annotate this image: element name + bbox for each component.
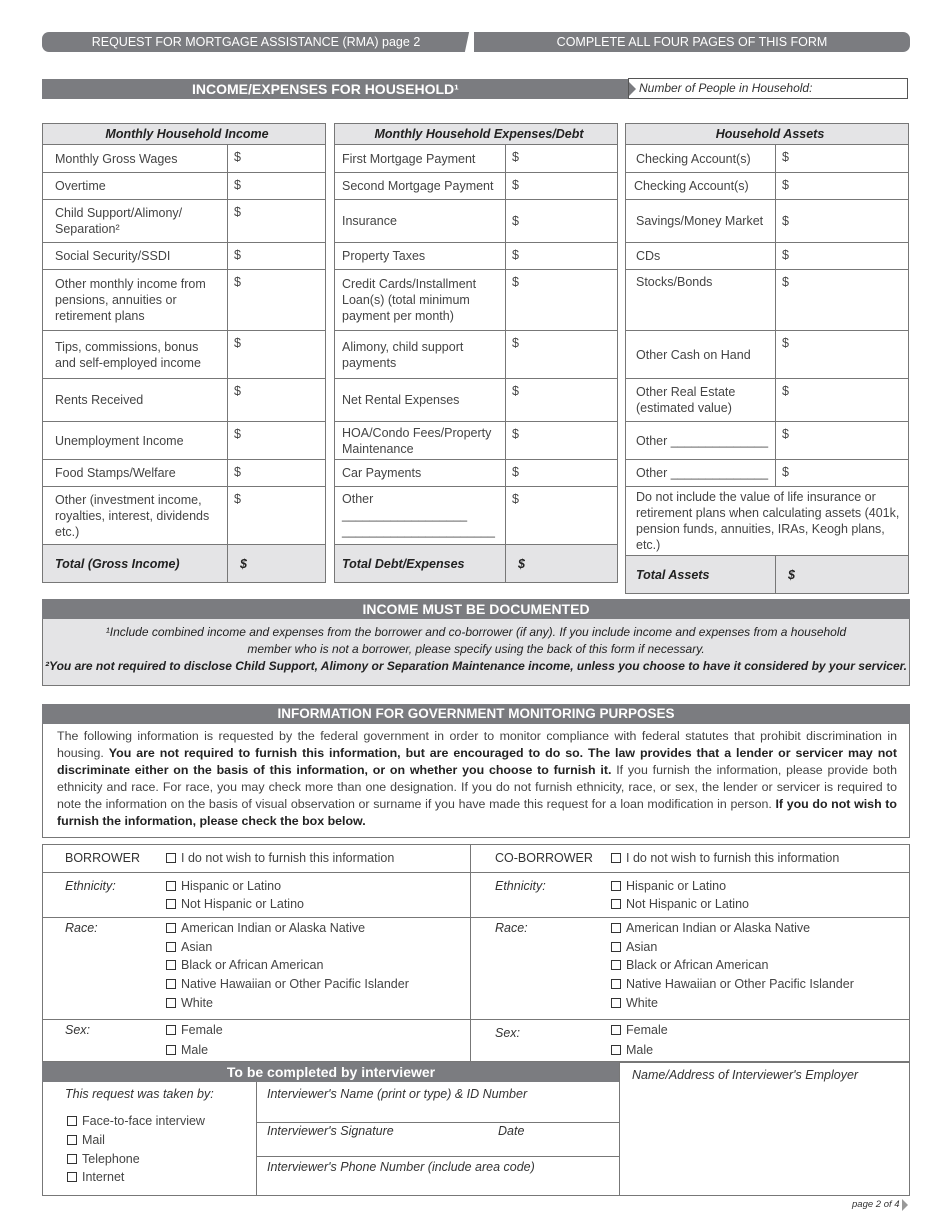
option-label: Female: [626, 1023, 668, 1037]
expense-amount[interactable]: $: [506, 145, 618, 173]
checkbox-icon[interactable]: [166, 881, 176, 891]
page-number: page 2 of 4: [852, 1199, 900, 1210]
option-label: Face-to-face interview: [82, 1114, 205, 1128]
option-label: Hispanic or Latino: [626, 879, 727, 893]
checkbox-icon[interactable]: [611, 979, 621, 989]
asset-amount[interactable]: $: [776, 200, 909, 243]
co-borrower-label: CO-BORROWER: [495, 851, 593, 865]
asset-label: Checking Account(s): [626, 145, 776, 173]
asset-label: Other Real Estate (estimated value): [626, 379, 776, 422]
option-label: Black or African American: [626, 958, 769, 972]
option-label: Not Hispanic or Latino: [181, 897, 304, 911]
income-amount[interactable]: $: [228, 173, 326, 200]
interview-date-field[interactable]: Date: [498, 1124, 525, 1138]
checkbox-icon[interactable]: [611, 899, 621, 909]
co-borrower-sex-option[interactable]: [611, 1023, 668, 1037]
income-documented-title: INCOME MUST BE DOCUMENTED: [42, 599, 910, 619]
income-header: Monthly Household Income: [43, 124, 326, 145]
option-label: American Indian or Alaska Native: [181, 921, 366, 935]
option-label: Asian: [181, 940, 213, 954]
expense-amount[interactable]: $: [506, 243, 618, 270]
co-borrower-race-option[interactable]: [611, 977, 854, 991]
interviewer-phone-field[interactable]: Interviewer's Phone Number (include area code): [267, 1160, 535, 1174]
co-borrower-decline-option[interactable]: [611, 851, 839, 865]
income-total-amount[interactable]: $: [228, 545, 326, 583]
section-title: INCOME/EXPENSES FOR HOUSEHOLD¹: [42, 79, 628, 99]
co-borrower-race-option[interactable]: [611, 921, 810, 935]
household-size-field[interactable]: Number of People in Household:: [628, 78, 908, 99]
co-borrower-ethnicity-option[interactable]: [611, 897, 749, 911]
row-divider: [256, 1156, 620, 1157]
race-label: Race:: [65, 921, 98, 935]
employer-box[interactable]: [619, 1062, 910, 1196]
borrower-label: BORROWER: [65, 851, 140, 865]
interviewer-title: To be completed by interviewer: [42, 1062, 620, 1082]
gov-monitoring-title: INFORMATION FOR GOVERNMENT MONITORING PURPOSES: [42, 704, 910, 724]
checkbox-icon[interactable]: [67, 1172, 77, 1182]
checkbox-icon[interactable]: [611, 942, 621, 952]
employer-label: Name/Address of Interviewer's Employer: [632, 1068, 859, 1082]
income-label: Child Support/Alimony/ Separation²: [43, 200, 228, 243]
borrower-sex-option[interactable]: [166, 1043, 208, 1057]
borrower-race-option[interactable]: [166, 996, 213, 1010]
interviewer-section: [42, 1082, 620, 1196]
expense-label: Insurance: [335, 200, 506, 243]
asset-label: Other Cash on Hand: [626, 331, 776, 379]
co-borrower-race-option[interactable]: [611, 940, 657, 954]
checkbox-icon[interactable]: [67, 1135, 77, 1145]
borrower-race-option[interactable]: [166, 921, 365, 935]
option-label: White: [181, 996, 213, 1010]
interviewer-signature-field[interactable]: Interviewer's Signature: [267, 1124, 394, 1138]
expense-amount[interactable]: $: [506, 173, 618, 200]
expense-label: Car Payments: [335, 460, 506, 487]
co-borrower-race-option[interactable]: [611, 996, 658, 1010]
borrower-race-option[interactable]: [166, 977, 409, 991]
footnote-2: ²You are not required to disclose Child Support, Alimony or Separation Maintenance income, unless you choose to have it considered by your servicer.: [45, 659, 907, 673]
expense-label: Property Taxes: [335, 243, 506, 270]
checkbox-icon[interactable]: [166, 942, 176, 952]
income-amount[interactable]: $: [228, 379, 326, 422]
ethnicity-label: Ethnicity:: [495, 879, 546, 893]
expenses-total-label: Total Debt/Expenses: [335, 545, 506, 583]
expense-label: Alimony, child support payments: [335, 331, 506, 379]
borrower-race-option[interactable]: [166, 958, 323, 972]
option-label: Native Hawaiian or Other Pacific Islander: [181, 977, 409, 991]
income-amount[interactable]: $: [228, 145, 326, 173]
option-label: Internet: [82, 1170, 125, 1184]
option-label: Telephone: [82, 1152, 140, 1166]
income-total-label: Total (Gross Income): [43, 545, 228, 583]
checkbox-icon[interactable]: [166, 1045, 176, 1055]
gov-text-3: If you furnish the information, please provide both ethnicity and race. For race, you may check more than one designation. If you do not furnish ethnicity, race, or sex, the lender or servicer is required to note the information on the basis of visual observation or surname if you have made this request for a loan modification in person.: [57, 763, 897, 811]
assets-table: [625, 123, 909, 594]
expense-label: First Mortgage Payment: [335, 145, 506, 173]
option-label: White: [626, 996, 658, 1010]
column-divider: [470, 845, 471, 1063]
checkbox-icon[interactable]: [166, 923, 176, 933]
borrower-sex-option[interactable]: [166, 1023, 223, 1037]
checkbox-icon[interactable]: [166, 899, 176, 909]
asset-label: Savings/Money Market: [626, 200, 776, 243]
income-label: Unemployment Income: [43, 422, 228, 460]
checkbox-icon[interactable]: [166, 979, 176, 989]
form-instruction: COMPLETE ALL FOUR PAGES OF THIS FORM: [474, 32, 910, 52]
expense-amount[interactable]: $: [506, 200, 618, 243]
asset-amount[interactable]: $: [776, 270, 909, 331]
assets-header: Household Assets: [626, 124, 909, 145]
row-divider: [43, 872, 909, 873]
asset-label[interactable]: Other ______________: [626, 460, 776, 487]
income-amount[interactable]: $: [228, 331, 326, 379]
method-option[interactable]: [67, 1170, 124, 1184]
expense-label: Second Mortgage Payment: [335, 173, 506, 200]
income-label: Monthly Gross Wages: [43, 145, 228, 173]
option-label: I do not wish to furnish this information: [626, 851, 840, 865]
asset-amount[interactable]: $: [776, 173, 909, 200]
income-label: Rents Received: [43, 379, 228, 422]
monitoring-grid: [42, 844, 910, 1062]
co-borrower-race-option[interactable]: [611, 958, 768, 972]
borrower-race-option[interactable]: [166, 940, 212, 954]
asset-label[interactable]: Other ______________: [626, 422, 776, 460]
income-label: Other monthly income from pensions, annuities or retirement plans: [43, 270, 228, 331]
expense-amount[interactable]: $: [506, 331, 618, 379]
income-amount[interactable]: $: [228, 243, 326, 270]
income-label: Other (investment income, royalties, interest, dividends etc.): [43, 487, 228, 545]
checkbox-icon[interactable]: [611, 881, 621, 891]
asset-label: CDs: [626, 243, 776, 270]
expenses-header: Monthly Household Expenses/Debt: [335, 124, 618, 145]
checkbox-icon[interactable]: [611, 1025, 621, 1035]
sex-label: Sex:: [495, 1026, 521, 1040]
option-label: Not Hispanic or Latino: [626, 897, 749, 911]
option-label: Asian: [626, 940, 658, 954]
income-amount[interactable]: $: [228, 460, 326, 487]
expense-amount[interactable]: $: [506, 460, 618, 487]
method-option[interactable]: [67, 1133, 105, 1147]
gov-text-2: You are not required to furnish this information, but are encouraged to do so. The law provides that a lender or servicer may not discriminate either on the basis of this information, or on whether you choose to furnish it.: [57, 746, 897, 777]
option-label: Male: [626, 1043, 654, 1057]
expense-label: Net Rental Expenses: [335, 379, 506, 422]
checkbox-icon[interactable]: [166, 998, 176, 1008]
expenses-total-amount[interactable]: $: [506, 545, 618, 583]
asset-label: Stocks/Bonds: [626, 270, 776, 331]
expense-label[interactable]: Other __________________ ______________________: [335, 487, 506, 545]
option-label: Male: [181, 1043, 209, 1057]
checkbox-icon[interactable]: [166, 1025, 176, 1035]
option-label: Female: [181, 1023, 223, 1037]
co-borrower-ethnicity-option[interactable]: [611, 879, 726, 893]
row-divider: [43, 917, 909, 918]
ethnicity-label: Ethnicity:: [65, 879, 116, 893]
income-label: Social Security/SSDI: [43, 243, 228, 270]
footnotes: [42, 619, 910, 686]
option-label: Black or African American: [181, 958, 324, 972]
income-amount[interactable]: $: [228, 422, 326, 460]
gov-text-1: The following information is requested by the federal government in order to monitor compliance with federal statutes that prohibit discrimination in housing.: [57, 729, 897, 760]
checkbox-icon[interactable]: [166, 853, 176, 863]
sex-label: Sex:: [65, 1023, 91, 1037]
option-label: American Indian or Alaska Native: [626, 921, 811, 935]
asset-amount[interactable]: $: [776, 331, 909, 379]
borrower-ethnicity-option[interactable]: [166, 879, 281, 893]
interviewer-name-field[interactable]: Interviewer's Name (print or type) & ID Number: [267, 1087, 528, 1101]
column-divider: [256, 1082, 257, 1195]
method-option[interactable]: [67, 1152, 140, 1166]
row-divider: [256, 1122, 620, 1123]
gov-monitoring-text: [42, 724, 910, 838]
option-label: Native Hawaiian or Other Pacific Islander: [626, 977, 854, 991]
checkbox-icon[interactable]: [611, 1045, 621, 1055]
method-option[interactable]: [67, 1114, 205, 1128]
expense-label: Credit Cards/Installment Loan(s) (total minimum payment per month): [335, 270, 506, 331]
race-label: Race:: [495, 921, 528, 935]
taken-by-label: This request was taken by:: [65, 1087, 214, 1101]
assets-total-label: Total Assets: [626, 556, 776, 594]
checkbox-icon[interactable]: [611, 998, 621, 1008]
asset-amount[interactable]: $: [776, 460, 909, 487]
gov-text-4: If you do not wish to furnish the information, please check the box below.: [57, 797, 897, 828]
row-divider: [43, 1019, 909, 1020]
income-label: Food Stamps/Welfare: [43, 460, 228, 487]
income-amount[interactable]: $: [228, 200, 326, 243]
income-table: [42, 123, 326, 583]
asset-amount[interactable]: $: [776, 422, 909, 460]
co-borrower-sex-option[interactable]: [611, 1043, 653, 1057]
expense-amount[interactable]: $: [506, 379, 618, 422]
page-arrow-icon: [902, 1199, 908, 1211]
assets-note: Do not include the value of life insurance or retirement plans when calculating assets (401k, pension funds, annuities, IRAs, Keogh plans, etc.): [626, 487, 909, 556]
checkbox-icon[interactable]: [611, 923, 621, 933]
asset-amount[interactable]: $: [776, 145, 909, 173]
borrower-ethnicity-option[interactable]: [166, 897, 304, 911]
footnote-1: ¹Include combined income and expenses from the borrower and co-borrower (if any). If you include income and expenses from a household member who is not a borrower, please specify using the back of this form if necessary.: [105, 625, 847, 656]
income-label: Overtime: [43, 173, 228, 200]
header-bar: [42, 32, 910, 52]
checkbox-icon[interactable]: [166, 960, 176, 970]
checkbox-icon[interactable]: [611, 853, 621, 863]
form-title: REQUEST FOR MORTGAGE ASSISTANCE (RMA) page 2: [42, 32, 470, 52]
expenses-table: [334, 123, 618, 583]
asset-label: Checking Account(s): [626, 173, 776, 200]
income-label: Tips, commissions, bonus and self-employed income: [43, 331, 228, 379]
asset-amount[interactable]: $: [776, 379, 909, 422]
checkbox-icon[interactable]: [611, 960, 621, 970]
expense-label: HOA/Condo Fees/Property Maintenance: [335, 422, 506, 460]
checkbox-icon[interactable]: [67, 1116, 77, 1126]
assets-total-amount[interactable]: $: [776, 556, 909, 594]
expense-amount[interactable]: $: [506, 487, 618, 545]
checkbox-icon[interactable]: [67, 1154, 77, 1164]
option-label: Mail: [82, 1133, 105, 1147]
expense-amount[interactable]: $: [506, 270, 618, 331]
income-amount[interactable]: $: [228, 487, 326, 545]
option-label: Hispanic or Latino: [181, 879, 282, 893]
option-label: I do not wish to furnish this information: [181, 851, 395, 865]
income-amount[interactable]: $: [228, 270, 326, 331]
asset-amount[interactable]: $: [776, 243, 909, 270]
borrower-decline-option[interactable]: [166, 851, 394, 865]
expense-amount[interactable]: $: [506, 422, 618, 460]
